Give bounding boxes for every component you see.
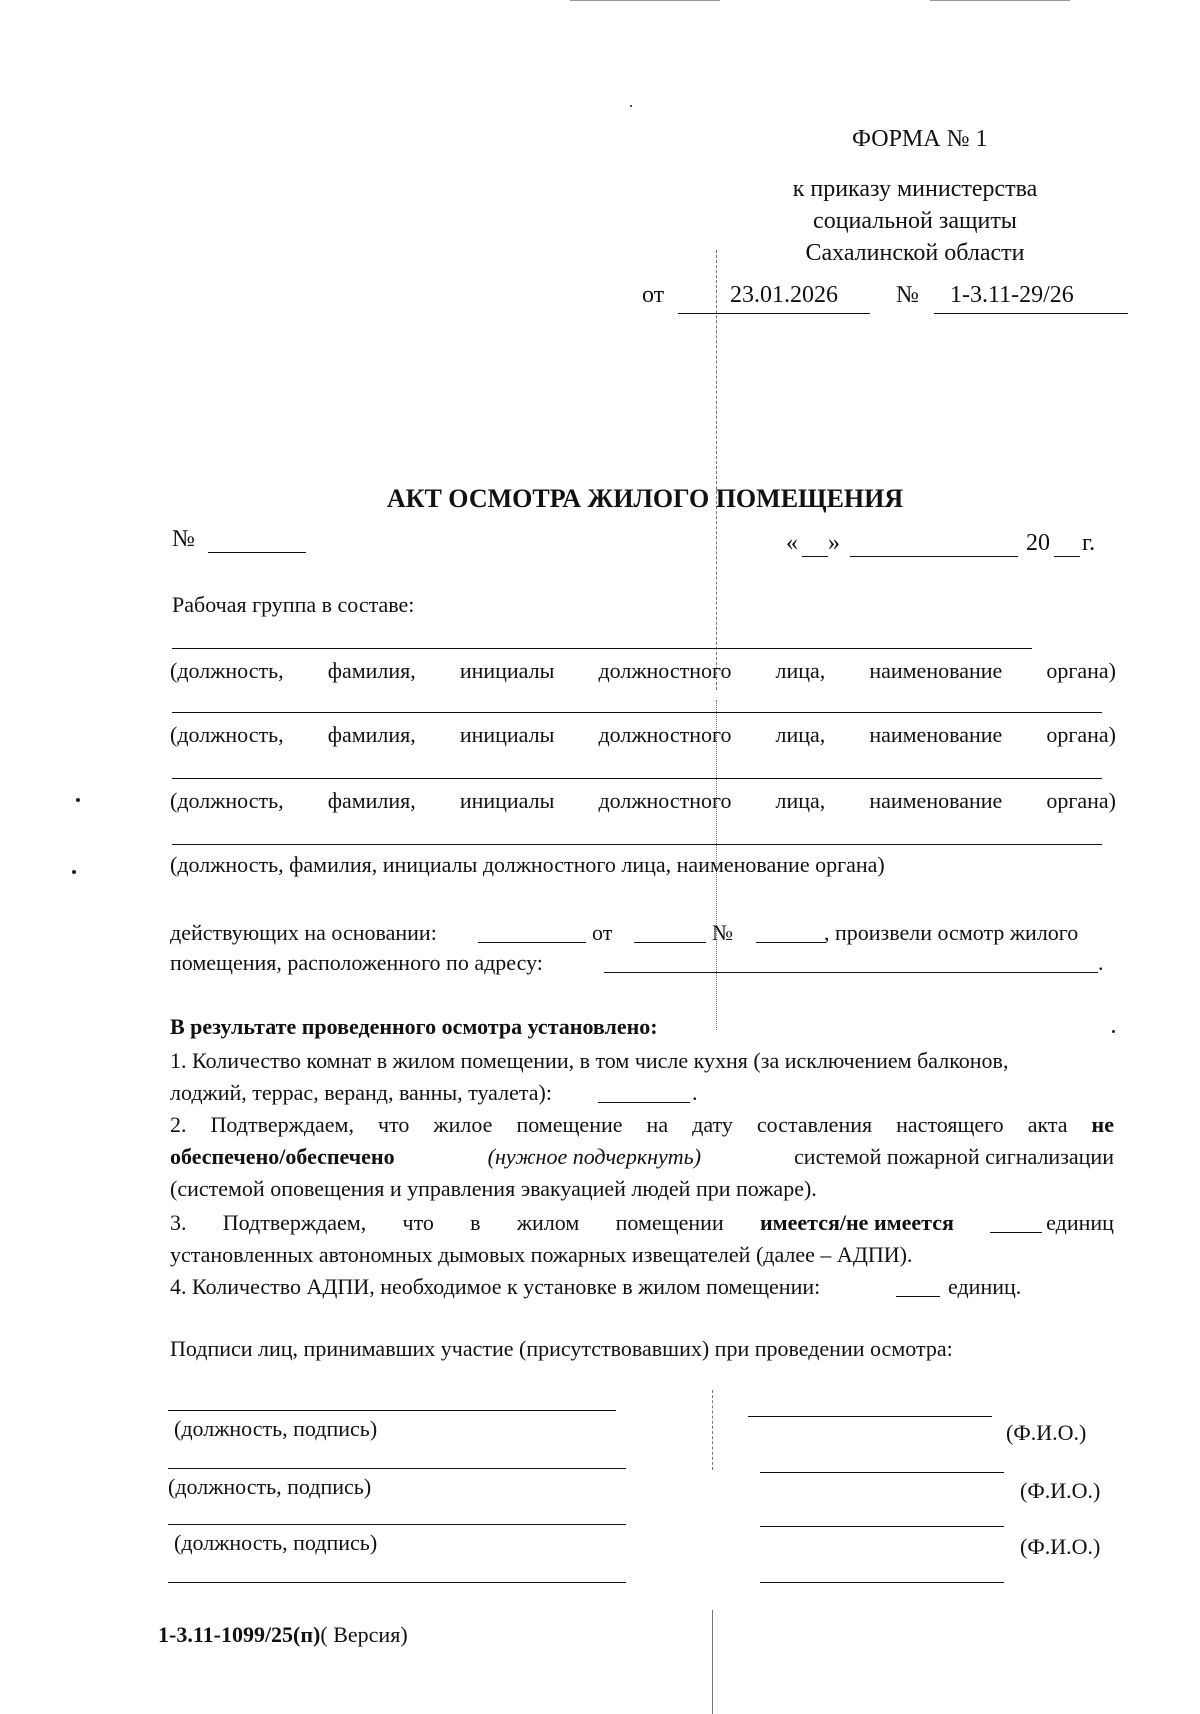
item1-line1: 1. Количество комнат в жилом помещении, в том числе кухня (за исключением балконов, (170, 1048, 1009, 1073)
item2-word: помещение (516, 1112, 623, 1137)
caption-word: фамилия, (327, 722, 416, 747)
rooms-count-field (598, 1102, 690, 1103)
item1-line2: лоджий, террас, веранд, ванны, туалета): (170, 1080, 552, 1105)
item2-word: акта (1027, 1112, 1068, 1137)
caption-word: лица, (775, 788, 826, 813)
scan-speck (72, 870, 76, 874)
item2-continued: системой пожарной сигнализации (794, 1144, 1114, 1169)
order-ref-line-2: социальной защиты (813, 208, 1017, 234)
item2-word: составления (756, 1112, 873, 1137)
scan-fold-line (716, 250, 717, 690)
name-line-2 (760, 1472, 1004, 1473)
item1-period: . (692, 1080, 698, 1105)
caption-word: лица, (775, 658, 826, 683)
act-year-prefix: 20 (1026, 530, 1050, 556)
caption-word: инициалы (459, 658, 555, 683)
signature-line-3 (168, 1524, 626, 1525)
act-year-field (1054, 556, 1080, 557)
document-code (158, 1622, 408, 1648)
act-date-open-quote: « (786, 530, 798, 556)
order-ref-line-1: к приказу министерства (792, 176, 1038, 202)
order-number-value: 1-3.11-29/26 (950, 282, 1074, 308)
scan-speck (630, 105, 632, 107)
act-title: АКТ ОСМОТРА ЖИЛОГО ПОМЕЩЕНИЯ (386, 484, 904, 513)
detectors-count-field (990, 1210, 1042, 1233)
scan-speck (76, 798, 80, 802)
item2-word: жилое (433, 1112, 493, 1137)
item3-word: в (470, 1210, 481, 1235)
item3-word: помещении (615, 1210, 724, 1235)
item3-units: единиц (1046, 1210, 1114, 1235)
detectors-options: имеется/не имеется (759, 1210, 954, 1235)
member-line-2 (172, 712, 1102, 713)
item2-word: дату (692, 1112, 733, 1137)
scan-edge-line (930, 0, 1070, 1)
detectors-needed-field (896, 1296, 940, 1297)
scan-speck (1112, 1030, 1115, 1033)
item2-line3: (системой оповещения и управления эвакуацией людей при пожаре). (170, 1176, 817, 1201)
address-label: помещения, расположенного по адресу: (170, 950, 543, 975)
caption-word: (должность, (170, 658, 284, 683)
caption-word: лица, (775, 722, 826, 747)
member-caption-4: (должность, фамилия, инициалы должностного лица, наименование органа) (170, 852, 885, 877)
caption-word: органа) (1046, 658, 1116, 683)
act-year-suffix: г. (1082, 530, 1096, 556)
item2-word: на (646, 1112, 669, 1137)
item2-word-bold: не (1091, 1112, 1114, 1137)
item3-word: что (402, 1210, 434, 1235)
caption-word: фамилия, (327, 658, 416, 683)
caption-word: инициалы (459, 788, 555, 813)
order-date-prefix: от (642, 282, 665, 308)
item2-line2 (170, 1144, 1114, 1170)
order-ref-line-3: Сахалинской области (805, 240, 1025, 266)
caption-word: фамилия, (327, 788, 416, 813)
member-caption-3 (170, 788, 1116, 814)
order-number-prefix: № (896, 282, 919, 308)
member-caption-1 (170, 658, 1116, 684)
basis-number-label: № (712, 920, 733, 945)
caption-word: должностного (598, 658, 732, 683)
caption-word: наименование (869, 658, 1003, 683)
act-number-field (208, 552, 306, 553)
member-caption-2 (170, 722, 1116, 748)
underline-hint: (нужное подчеркнуть) (487, 1144, 702, 1169)
name-line-3 (760, 1526, 1004, 1527)
order-date-value: 23.01.2026 (730, 282, 838, 308)
act-number-label: № (172, 526, 195, 552)
name-line-1 (748, 1416, 992, 1417)
item2-line1 (170, 1112, 1114, 1138)
item2-word: 2. (170, 1112, 187, 1137)
caption-word: должностного (598, 788, 732, 813)
item3-word: Подтверждаем, (222, 1210, 367, 1235)
order-date-underline (678, 313, 870, 314)
item2-word: Подтверждаем, (210, 1112, 354, 1137)
basis-document-field (478, 942, 586, 943)
basis-date-field (634, 942, 706, 943)
basis-text-continued: , произвели осмотр жилого (824, 920, 1079, 945)
name-caption-2: (Ф.И.О.) (1020, 1478, 1101, 1503)
caption-word: наименование (869, 722, 1003, 747)
scan-fold-line (712, 1390, 713, 1470)
name-caption-3: (Ф.И.О.) (1020, 1534, 1101, 1559)
provided-options: обеспечено/обеспечено (170, 1144, 395, 1169)
member-line-4 (172, 844, 1102, 845)
detectors-count-group (990, 1210, 1114, 1236)
position-signature-caption-3: (должность, подпись) (174, 1530, 378, 1555)
scan-edge-line (570, 0, 720, 1)
caption-word: органа) (1046, 788, 1116, 813)
caption-word: органа) (1046, 722, 1116, 747)
position-signature-caption-1: (должность, подпись) (174, 1416, 378, 1441)
act-month-field (850, 556, 1018, 557)
item3-line2: установленных автономных дымовых пожарных извещателей (далее – АДПИ). (170, 1242, 913, 1267)
member-line-1 (172, 648, 1032, 649)
work-group-label: Рабочая группа в составе: (172, 592, 415, 617)
item3-line1 (170, 1210, 1114, 1236)
caption-word: (должность, (170, 722, 284, 747)
act-date-close-quote: » (828, 530, 840, 556)
caption-word: должностного (598, 722, 732, 747)
basis-from-label: от (592, 920, 613, 945)
item4-text: 4. Количество АДПИ, необходимое к установке в жилом помещении: (170, 1274, 821, 1299)
signatures-label: Подписи лиц, принимавших участие (присутствовавших) при проведении осмотра: (170, 1336, 953, 1361)
signature-line-2 (168, 1468, 626, 1469)
item2-word: что (378, 1112, 410, 1137)
item4-units: единиц. (948, 1274, 1022, 1299)
signature-line-4 (168, 1582, 626, 1583)
name-line-4 (760, 1582, 1004, 1583)
document-code-number: 1-3.11-1099/25(п) (158, 1622, 321, 1647)
order-number-underline (934, 313, 1128, 314)
item3-word: 3. (170, 1210, 187, 1235)
item2-word: настоящего (896, 1112, 1004, 1137)
position-signature-caption-2: (должность, подпись) (168, 1474, 372, 1499)
form-title: ФОРМА № 1 (852, 126, 988, 152)
signature-line-1 (168, 1410, 616, 1411)
caption-word: инициалы (459, 722, 555, 747)
caption-word: наименование (869, 788, 1003, 813)
scan-fold-line (712, 1610, 713, 1714)
results-heading: В результате проведенного осмотра установлено: (170, 1014, 658, 1039)
caption-word: (должность, (170, 788, 284, 813)
name-caption-1: (Ф.И.О.) (1006, 1420, 1087, 1445)
document-version: ( Версия) (320, 1622, 408, 1647)
member-line-3 (172, 778, 1102, 779)
address-field (604, 972, 1098, 973)
basis-number-field (756, 942, 826, 943)
address-period: . (1098, 950, 1104, 975)
item3-word: жилом (516, 1210, 580, 1235)
act-day-field (802, 556, 828, 557)
basis-label: действующих на основании: (170, 920, 437, 945)
